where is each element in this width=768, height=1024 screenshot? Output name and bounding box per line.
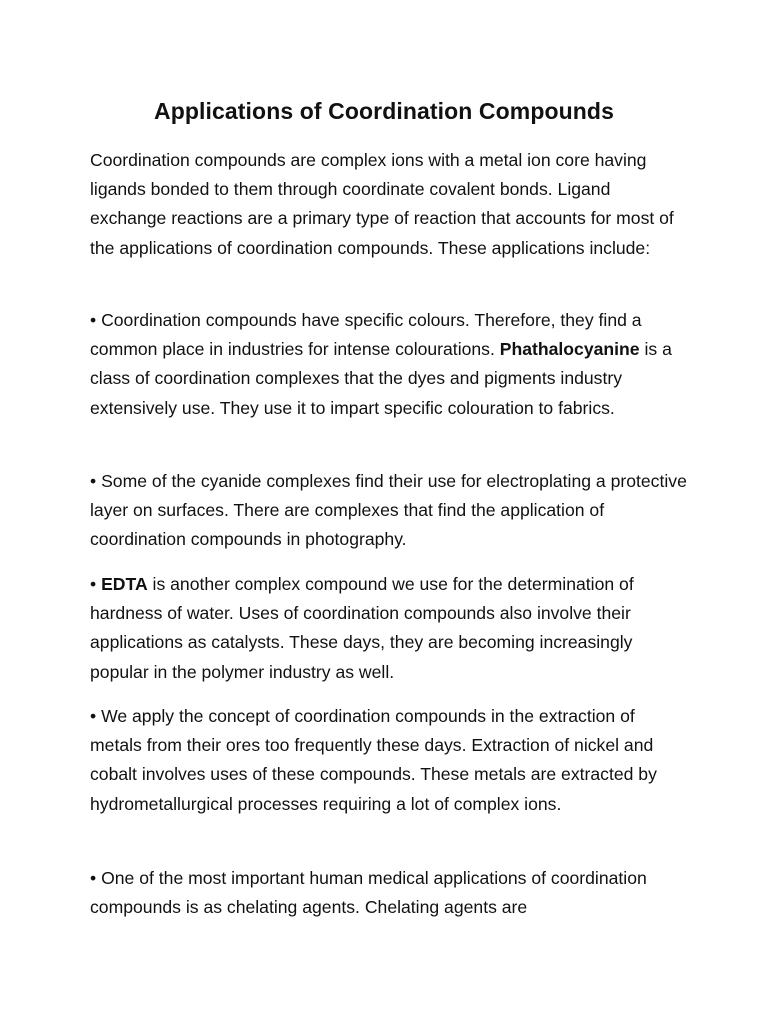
intro-paragraph: Coordination compounds are complex ions with a metal ion core having ligands bonded to them through coordinate covalent bonds. Ligand exchange reactions are a primary type of reaction that accounts for most of the applications of coordination compounds. These applications include: [90,150,674,258]
list-item [90,864,690,922]
bullet-icon: • [90,574,97,594]
bullet-icon: • [90,868,97,888]
bullet-icon: • [90,310,97,330]
item-text: is another complex compound we use for the determination of hardness of water. Uses of coordination compounds also involve their applications as catalysts. These days, they are becoming increasingly popular in the polymer industry as well. [90,574,634,682]
bullet-icon: • [90,471,97,491]
list-item [90,467,690,555]
list-item [90,570,690,687]
document-title: Applications of Coordination Compounds [154,98,614,124]
list-item [90,702,690,819]
item-text: is a class of coordination complexes that the dyes and pigments industry extensively use. They use it to impart specific colouration to fabrics. [90,339,672,418]
item-text: One of the most important human medical applications of coordination compounds is as chelating agents. Chelating agents are [90,868,647,918]
list-item [90,306,690,423]
item-text: Coordination compounds have specific colours. Therefore, they find a common place in industries for intense colourations. [90,310,642,360]
item-bold-term: Phathalocyanine [499,339,640,360]
bullet-icon: • [90,706,97,726]
item-text: We apply the concept of coordination compounds in the extraction of metals from their ores too frequently these days. Extraction of nickel and cobalt involves uses of these compounds. These metals are extracted by hydrometallurgical processes requiring a lot of complex ions. [90,706,657,814]
item-bold-term: EDTA [101,574,148,594]
item-text: Some of the cyanide complexes find their use for electroplating a protective layer on surfaces. There are complexes that find the application of coordination compounds in photography. [90,471,687,550]
